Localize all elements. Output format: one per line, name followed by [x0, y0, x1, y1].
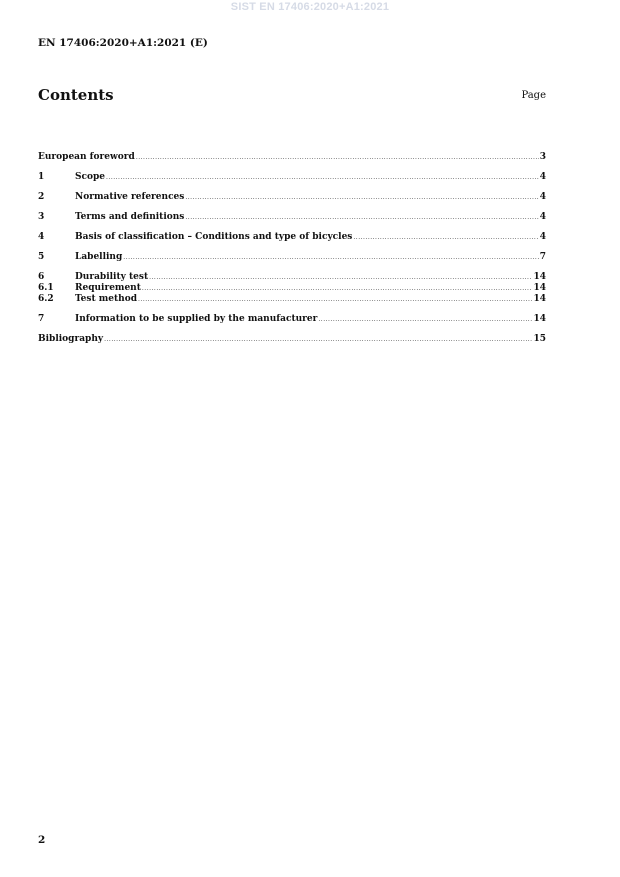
dot-leader [185, 212, 538, 223]
dot-leader [142, 283, 533, 294]
dot-leader [123, 252, 538, 263]
toc-entry-page: 15 [533, 334, 546, 344]
dot-leader [106, 172, 539, 183]
toc-entry-requirement[interactable] [38, 283, 546, 294]
toc-entry-page: 4 [539, 192, 546, 202]
toc-entry-page: 4 [539, 212, 546, 222]
toc-entry-terms-and-definitions[interactable] [38, 212, 546, 223]
page-column-label: Page [521, 90, 546, 101]
toc-entry-title: Basis of classification – Conditions and type of bicycles [75, 232, 353, 242]
document-id: EN 17406:2020+A1:2021 (E) [38, 37, 208, 49]
page-number: 2 [38, 834, 46, 846]
toc-entry-title: Durability test [75, 272, 149, 282]
toc-entry-title: Requirement [75, 283, 141, 293]
dot-leader [138, 294, 532, 305]
dot-leader [104, 334, 532, 345]
toc-entry-normative-references[interactable] [38, 192, 546, 203]
toc-entry-title: European foreword [38, 152, 135, 162]
toc-entry-durability-test[interactable] [38, 272, 546, 283]
toc-entry-number: 4 [38, 232, 45, 242]
toc-entry-title: Bibliography [38, 334, 104, 344]
toc-entry-number: 7 [38, 314, 45, 324]
toc-entry-title: Terms and definitions [75, 212, 185, 222]
contents-heading: Contents [38, 86, 114, 104]
dot-leader [136, 152, 539, 163]
toc-entry-number: 6.2 [38, 294, 54, 304]
toc-entry-basis-of-classification[interactable] [38, 232, 546, 243]
table-of-contents [38, 152, 546, 345]
dot-leader [149, 272, 532, 283]
toc-entry-title: Normative references [75, 192, 185, 202]
toc-entry-number: 3 [38, 212, 45, 222]
toc-entry-number: 6.1 [38, 283, 54, 293]
toc-entry-title: Test method [75, 294, 137, 304]
toc-entry-title: Scope [75, 172, 106, 182]
dot-leader [185, 192, 538, 203]
toc-entry-scope[interactable] [38, 172, 546, 183]
toc-entry-number: 5 [38, 252, 45, 262]
toc-entry-number: 1 [38, 172, 45, 182]
toc-entry-bibliography[interactable] [38, 334, 546, 345]
dot-leader [318, 314, 532, 325]
toc-entry-page: 7 [539, 252, 546, 262]
toc-entry-page: 14 [533, 272, 546, 282]
toc-entry-title: Labelling [75, 252, 123, 262]
dot-leader [353, 232, 538, 243]
toc-entry-page: 14 [533, 314, 546, 324]
toc-entry-european-foreword[interactable] [38, 152, 546, 163]
toc-entry-information-by-manufacturer[interactable] [38, 314, 546, 325]
toc-entry-test-method[interactable] [38, 294, 546, 305]
toc-entry-page: 14 [533, 283, 546, 293]
toc-entry-labelling[interactable] [38, 252, 546, 263]
toc-entry-page: 3 [539, 152, 546, 162]
toc-entry-title: Information to be supplied by the manufacturer [75, 314, 318, 324]
toc-entry-number: 2 [38, 192, 45, 202]
toc-entry-page: 4 [539, 172, 546, 182]
toc-entry-page: 4 [539, 232, 546, 242]
toc-entry-number: 6 [38, 272, 45, 282]
watermark: SIST EN 17406:2020+A1:2021 [230, 1, 390, 13]
toc-entry-page: 14 [533, 294, 546, 304]
